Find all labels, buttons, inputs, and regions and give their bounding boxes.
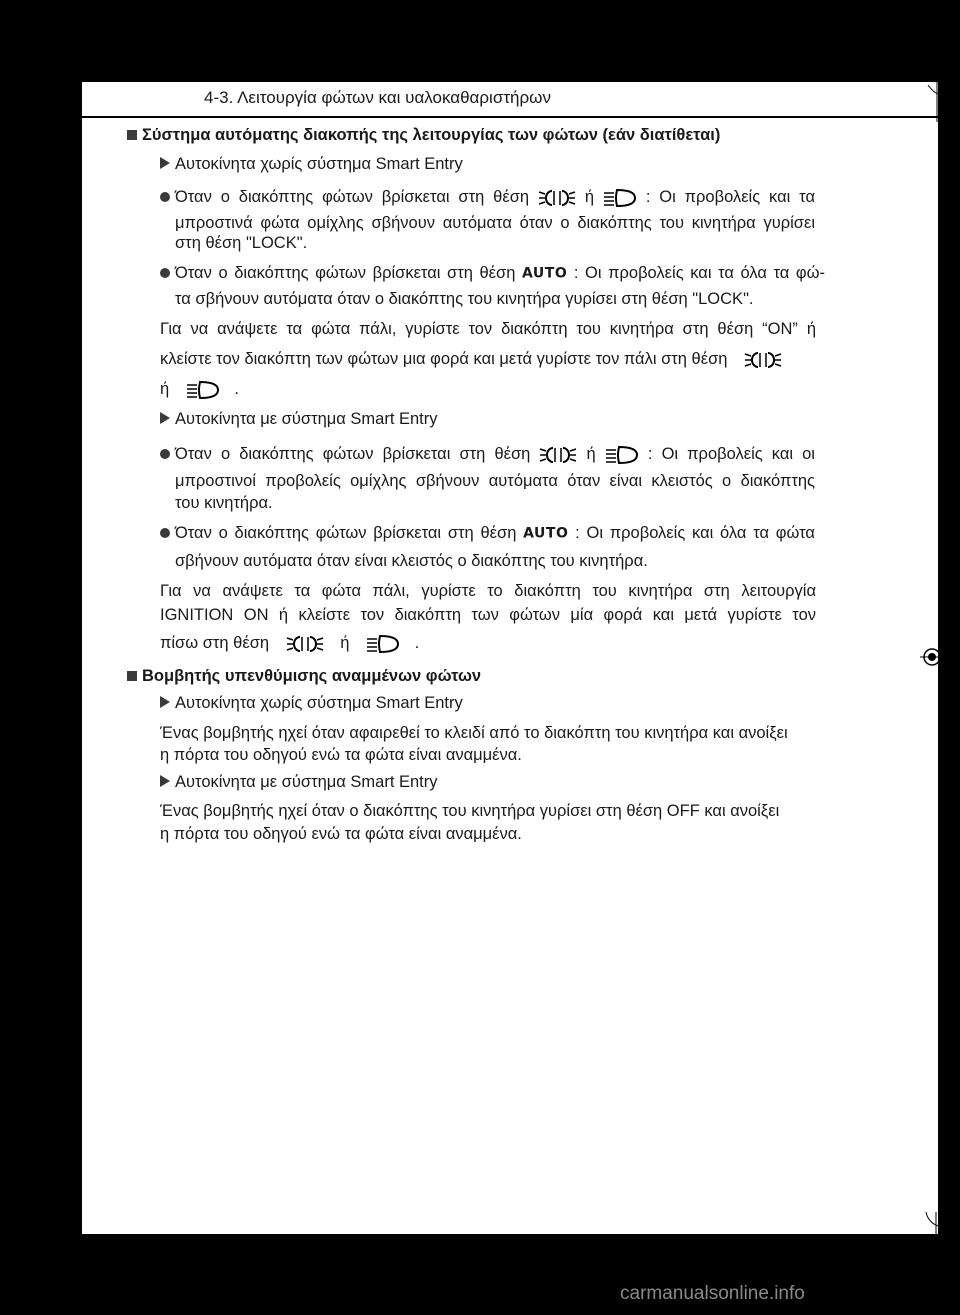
- bullet-text: μπροστινά φώτα ομίχλης σβήνουν αυτόματα όταν ο διακόπτης του κινητήρα γυρίσει: [175, 214, 815, 232]
- bullet-text: Όταν ο διακόπτης φώτων βρίσκεται στη θέση AUTO : Οι προβολείς και όλα τα φώτα: [175, 524, 815, 542]
- bullet-icon: [160, 192, 170, 202]
- manual-page: [82, 82, 938, 1234]
- paragraph-text: η πόρτα του οδηγού ενώ τα φώτα είναι αναμμένα.: [160, 825, 522, 843]
- headlights-icon: [605, 444, 639, 466]
- paragraph-text: ή .: [160, 378, 239, 401]
- paragraph-text: πίσω στη θέση ή .: [160, 632, 419, 655]
- crop-mark-icon: [922, 1212, 938, 1234]
- bullet-text: στη θέση "LOCK".: [175, 234, 308, 252]
- paragraph-text: Για να ανάψετε τα φώτα πάλι, γυρίστε τον διακόπτη του κινητήρα στη θέση “ON” ή: [160, 320, 816, 338]
- page-title: 4-3. Λειτουργία φώτων και υαλοκαθαριστήρων: [204, 88, 551, 107]
- auto-icon: AUTO: [522, 265, 568, 282]
- bullet-icon: [160, 268, 170, 278]
- bullet-text: Όταν ο διακόπτης φώτων βρίσκεται στη θέση ή : Οι προβολείς και οι: [175, 443, 815, 466]
- auto-icon: AUTO: [523, 525, 569, 542]
- section-heading: Βομβητής υπενθύμισης αναμμένων φώτων: [142, 667, 482, 685]
- section-marker-icon: [127, 130, 137, 140]
- page-header: [82, 82, 938, 118]
- crop-mark-icon: [927, 82, 938, 122]
- paragraph-text: Για να ανάψετε τα φώτα πάλι, γυρίστε το διακόπτη του κινητήρα στη λειτουργία: [160, 582, 816, 600]
- triangle-marker-icon: [160, 775, 170, 787]
- headlights-icon: [366, 633, 400, 655]
- bullet-text: Όταν ο διακόπτης φώτων βρίσκεται στη θέση AUTO : Οι προβολείς και τα όλα τα φώ-: [175, 264, 826, 282]
- subsection-heading: Αυτοκίνητα με σύστημα Smart Entry: [175, 410, 438, 428]
- subsection-heading: Αυτοκίνητα με σύστημα Smart Entry: [175, 773, 438, 791]
- triangle-marker-icon: [160, 157, 170, 169]
- triangle-marker-icon: [160, 696, 170, 708]
- tail-lights-icon: [286, 633, 324, 655]
- headlights-icon: [186, 379, 220, 401]
- bullet-text: Όταν ο διακόπτης φώτων βρίσκεται στη θέση ή : Οι προβολείς και τα: [175, 186, 815, 209]
- bullet-icon: [160, 528, 170, 538]
- paragraph-text: Ένας βομβητής ηχεί όταν αφαιρεθεί το κλειδί από το διακόπτη του κινητήρα και ανοίξει: [160, 724, 788, 742]
- bullet-text: μπροστινοί προβολείς ομίχλης σβήνουν αυτόματα όταν είναι κλειστός ο διακόπτης: [175, 472, 815, 490]
- tail-lights-icon: [744, 349, 782, 371]
- section-heading: Σύστημα αυτόματης διακοπής της λειτουργίας των φώτων (εάν διατίθεται): [142, 126, 721, 144]
- paragraph-text: Ένας βομβητής ηχεί όταν ο διακόπτης του κινητήρα γυρίσει στη θέση OFF και ανοίξει: [160, 802, 780, 820]
- paragraph-text: κλείστε τον διακόπτη των φώτων μια φορά και μετά γυρίστε τον πάλι στη θέση: [160, 348, 782, 371]
- subsection-heading: Αυτοκίνητα χωρίς σύστημα Smart Entry: [175, 155, 463, 173]
- bullet-text: του κινητήρα.: [175, 494, 273, 512]
- section-marker-icon: [127, 671, 137, 681]
- bullet-icon: [160, 449, 170, 459]
- tail-lights-icon: [538, 187, 576, 209]
- bullet-text: τα σβήνουν αυτόματα όταν ο διακόπτης του κινητήρα γυρίσει στη θέση "LOCK".: [175, 290, 754, 308]
- paragraph-text: η πόρτα του οδηγού ενώ τα φώτα είναι αναμμένα.: [160, 746, 522, 764]
- triangle-marker-icon: [160, 412, 170, 424]
- registration-mark-icon: [920, 642, 938, 672]
- paragraph-text: IGNITION ON ή κλείστε τον διακόπτη των φώτων μία φορά και μετά γυρίστε τον: [160, 606, 816, 624]
- tail-lights-icon: [539, 444, 577, 466]
- watermark: carmanualsonline.info: [620, 1283, 805, 1304]
- bullet-text: σβήνουν αυτόματα όταν είναι κλειστός ο διακόπτης του κινητήρα.: [175, 552, 648, 570]
- headlights-icon: [603, 187, 637, 209]
- subsection-heading: Αυτοκίνητα χωρίς σύστημα Smart Entry: [175, 694, 463, 712]
